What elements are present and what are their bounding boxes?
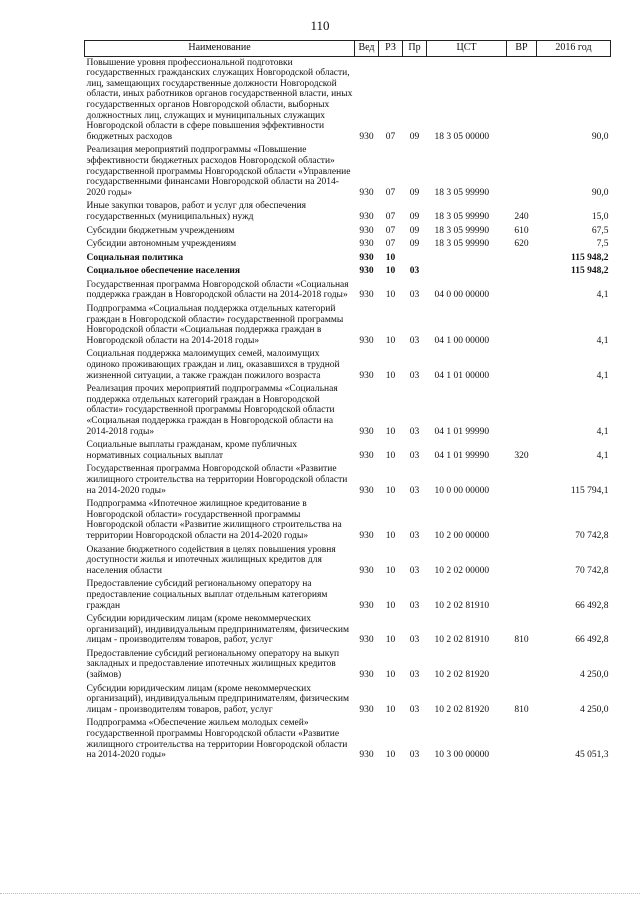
table-row (85, 348, 611, 383)
cell-amount: 15,0 (591, 211, 609, 222)
cell-vr (507, 144, 537, 200)
cell-vr (507, 383, 537, 439)
cell-vr (507, 56, 537, 144)
cell-name: Субсидии автономным учреждениям (86, 239, 237, 250)
cell-ved: 930 (359, 565, 374, 576)
cell-name: Реализация прочих мероприятий подпрограммы «Социальная поддержка отдельных категорий граждан в Новгородской области» государственной программы Новгородской области «Социальная поддержка граждан в Новгородской области на 2014-2018 годы» (86, 384, 338, 437)
cell-pr: 09 (409, 239, 420, 250)
cell-pr: 03 (409, 565, 420, 576)
cell-ved: 930 (359, 370, 374, 381)
cell-name: Предоставление субсидий региональному оператору на выкуп закладных и предоставление ипотечных жилищных кредитов (займов) (86, 648, 340, 681)
header-name: Наименование (85, 41, 355, 57)
cell-ved: 930 (359, 187, 374, 198)
cell-amount: 4,1 (596, 450, 609, 461)
cell-cst (427, 265, 507, 279)
table-row (85, 498, 611, 543)
cell-pr: 09 (409, 131, 420, 142)
cell-ved: 930 (359, 426, 374, 437)
cell-ved: 930 (359, 131, 374, 142)
cell-cst: 04 1 00 00000 (434, 335, 490, 346)
cell-vr (507, 348, 537, 383)
table-row (85, 279, 611, 303)
cell-amount: 70 742,8 (575, 565, 609, 576)
cell-rz: 10 (385, 266, 396, 277)
cell-pr: 03 (409, 530, 420, 541)
cell-pr: 03 (409, 290, 420, 301)
cell-cst: 10 2 02 81920 (434, 670, 490, 681)
cell-pr: 09 (409, 225, 420, 236)
cell-ved: 930 (359, 600, 374, 611)
table-row (85, 303, 611, 348)
cell-amount: 4,1 (596, 335, 609, 346)
cell-ved: 930 (359, 266, 374, 277)
cell-rz: 10 (385, 750, 396, 761)
cell-amount: 45 051,3 (575, 750, 609, 761)
cell-ved: 930 (359, 670, 374, 681)
header-pr: Пр (403, 41, 427, 57)
cell-name: Субсидии юридическим лицам (кроме некоммерческих организаций), индивидуальным предпринимателям, физическим лицам - производителям товаров, работ, услуг (86, 614, 349, 646)
cell-amount: 66 492,8 (575, 600, 609, 611)
cell-name: Оказание бюджетного содействия в целях повышения уровня доступности жилья и ипотечных жилищных кредитов для населения области (86, 544, 336, 576)
cell-rz: 10 (385, 670, 396, 681)
cell-name: Субсидии бюджетным учреждениям (86, 225, 235, 236)
cell-vr (507, 463, 537, 498)
cell-name: Повышение уровня профессиональной подготовки государственных гражданских служащих Новгородской области, лиц, замещающих государственные должности Новгородской области, иных работников органов государственной власти, иных государственных органов Новгородской области, выборных должностных лиц, служащих и муниципальных служащих Новгородской области в сфере повышения эффективности бюджетных расходов (86, 57, 353, 142)
cell-pr: 03 (409, 670, 420, 681)
cell-amount: 115 948,2 (571, 252, 609, 263)
cell-pr: 09 (409, 187, 420, 198)
cell-cst (427, 252, 507, 266)
cell-name: Социальная политика (86, 252, 184, 263)
cell-cst: 10 0 00 00000 (434, 485, 490, 496)
cell-vr (507, 578, 537, 613)
table-body (85, 56, 611, 763)
cell-amount: 4,1 (596, 426, 609, 437)
cell-cst: 04 1 01 99990 (434, 450, 490, 461)
cell-rz: 07 (385, 225, 396, 236)
cell-vr (507, 648, 537, 683)
header-ved: Вед (355, 41, 379, 57)
cell-pr: 03 (409, 485, 420, 496)
table-row (85, 717, 611, 762)
cell-cst: 10 2 00 00000 (434, 530, 490, 541)
cell-ved: 930 (359, 252, 374, 263)
cell-rz: 07 (385, 211, 396, 222)
cell-pr: 03 (409, 426, 420, 437)
cell-ved: 930 (359, 239, 374, 250)
cell-ved: 930 (359, 635, 374, 646)
cell-vr: 610 (514, 225, 529, 236)
cell-name: Иные закупки товаров, работ и услуг для обеспечения государственных (муниципальных) нужд (86, 201, 307, 222)
cell-vr: 810 (514, 704, 529, 715)
cell-vr (507, 252, 537, 266)
cell-cst: 18 3 05 99990 (434, 239, 490, 250)
cell-ved: 930 (359, 335, 374, 346)
cell-vr (507, 303, 537, 348)
cell-amount: 90,0 (591, 131, 609, 142)
cell-name: Подпрограмма «Ипотечное жилищное кредитование в Новгородской области» государственной программы Новгородской области «Развитие жилищного строительства на территории Новгородской области на 2014-2020 годы» (86, 499, 342, 541)
table-row (85, 265, 611, 279)
budget-table (84, 40, 611, 763)
cell-pr: 03 (409, 335, 420, 346)
table-row (85, 463, 611, 498)
page-number: 110 (310, 18, 330, 33)
cell-ved: 930 (359, 485, 374, 496)
cell-rz: 10 (385, 565, 396, 576)
cell-ved: 930 (359, 211, 374, 222)
cell-pr: 03 (409, 704, 420, 715)
cell-pr: 03 (409, 635, 420, 646)
cell-amount: 7,5 (596, 239, 609, 250)
table-row (85, 544, 611, 579)
cell-pr (403, 252, 427, 266)
cell-vr (507, 265, 537, 279)
cell-vr: 320 (514, 450, 529, 461)
cell-pr: 03 (409, 370, 420, 381)
cell-cst: 18 3 05 99990 (434, 225, 490, 236)
cell-cst: 10 2 02 00000 (434, 565, 490, 576)
cell-pr: 03 (409, 600, 420, 611)
cell-cst: 10 2 02 81920 (434, 704, 490, 715)
cell-cst: 10 2 02 81910 (434, 635, 490, 646)
cell-cst: 18 3 05 99990 (434, 211, 490, 222)
cell-rz: 10 (385, 426, 396, 437)
cell-amount: 4 250,0 (580, 704, 609, 715)
header-year: 2016 год (537, 41, 611, 57)
cell-cst: 18 3 05 99990 (434, 187, 490, 198)
cell-rz: 10 (385, 450, 396, 461)
table-row (85, 56, 611, 144)
cell-rz: 10 (385, 635, 396, 646)
table-row (85, 439, 611, 463)
cell-ved: 930 (359, 225, 374, 236)
cell-cst: 04 1 01 99990 (434, 426, 490, 437)
cell-amount: 66 492,8 (575, 635, 609, 646)
cell-rz: 10 (385, 335, 396, 346)
cell-pr: 03 (409, 266, 420, 277)
cell-cst: 10 3 00 00000 (434, 750, 490, 761)
cell-rz: 10 (385, 290, 396, 301)
cell-vr (507, 498, 537, 543)
cell-vr: 620 (514, 239, 529, 250)
table-header-row (85, 41, 611, 57)
cell-rz: 10 (385, 370, 396, 381)
cell-pr: 03 (409, 450, 420, 461)
cell-ved: 930 (359, 290, 374, 301)
cell-name: Предоставление субсидий региональному оператору на предоставление социальных выплат отдельным категориям граждан (86, 579, 328, 611)
cell-vr: 240 (514, 211, 529, 222)
cell-name: Социальная поддержка малоимущих семей, малоимущих одиноко проживающих граждан и лиц, оказавшихся в трудной жизненной ситуации, а также граждан пожилого возраста (86, 349, 340, 381)
cell-name: Субсидии юридическим лицам (кроме некоммерческих организаций), индивидуальным предпринимателям, физическим лицам - производителям товаров, работ, услуг (86, 683, 349, 715)
cell-name: Подпрограмма «Обеспечение жильем молодых семей» государственной программы Новгородской области «Развитие жилищного строительства на территории Новгородской области на 2014-2020 годы» (86, 718, 348, 761)
cell-rz: 10 (385, 704, 396, 715)
cell-vr (507, 717, 537, 762)
cell-ved: 930 (359, 704, 374, 715)
cell-amount: 4,1 (596, 290, 609, 301)
header-rz: РЗ (379, 41, 403, 57)
cell-amount: 115 794,1 (570, 485, 609, 496)
cell-vr (507, 544, 537, 579)
cell-cst: 04 1 01 00000 (434, 370, 490, 381)
cell-amount: 70 742,8 (575, 530, 609, 541)
cell-rz: 07 (385, 131, 396, 142)
table-row (85, 225, 611, 239)
cell-rz: 10 (385, 530, 396, 541)
cell-ved: 930 (359, 530, 374, 541)
cell-vr: 810 (514, 635, 529, 646)
cell-name: Социальные выплаты гражданам, кроме публичных нормативных социальных выплат (86, 440, 297, 461)
cell-name: Социальное обеспечение населения (86, 266, 240, 277)
cell-name: Государственная программа Новгородской области «Социальная поддержка граждан в Новгородской области на 2014-2018 годы» (86, 279, 349, 301)
cell-amount: 67,5 (591, 225, 609, 236)
cell-name: Государственная программа Новгородской области «Развитие жилищного строительства на территории Новгородской области на 2014-2020 годы» (86, 464, 348, 496)
header-vr: ВР (507, 41, 537, 57)
cell-amount: 115 948,2 (571, 266, 609, 277)
cell-rz: 07 (385, 187, 396, 198)
cell-cst: 04 0 00 00000 (434, 290, 490, 301)
table-row (85, 144, 611, 200)
table-row (85, 613, 611, 648)
table-row (85, 683, 611, 718)
table-row (85, 200, 611, 224)
cell-ved: 930 (359, 750, 374, 761)
cell-name: Подпрограмма «Социальная поддержка отдельных категорий граждан в Новгородской области» государственной программы Новгородской области «Социальная поддержка граждан в Новгородской области на 2014-2018 годы» (86, 304, 344, 346)
cell-rz: 10 (385, 485, 396, 496)
cell-pr: 03 (409, 750, 420, 761)
table-row (85, 238, 611, 252)
table-row (85, 383, 611, 439)
cell-amount: 4,1 (596, 370, 609, 381)
cell-amount: 4 250,0 (580, 670, 609, 681)
cell-cst: 18 3 05 00000 (434, 131, 490, 142)
cell-ved: 930 (359, 450, 374, 461)
cell-rz: 10 (385, 252, 396, 263)
cell-vr (507, 279, 537, 303)
table-row (85, 252, 611, 266)
table-row (85, 578, 611, 613)
cell-rz: 07 (385, 239, 396, 250)
cell-name: Реализация мероприятий подпрограммы «Повышение эффективности бюджетных расходов Новгородской области» государственной программы Новгородской области «Управление государственными финансами Новгородской области на 2014-2020 годы» (86, 145, 351, 198)
cell-pr: 09 (409, 211, 420, 222)
table-row (85, 648, 611, 683)
cell-cst: 10 2 02 81910 (434, 600, 490, 611)
cell-rz: 10 (385, 600, 396, 611)
scan-edge-line (0, 893, 640, 895)
cell-amount: 90,0 (591, 187, 609, 198)
header-cst: ЦСТ (427, 41, 507, 57)
